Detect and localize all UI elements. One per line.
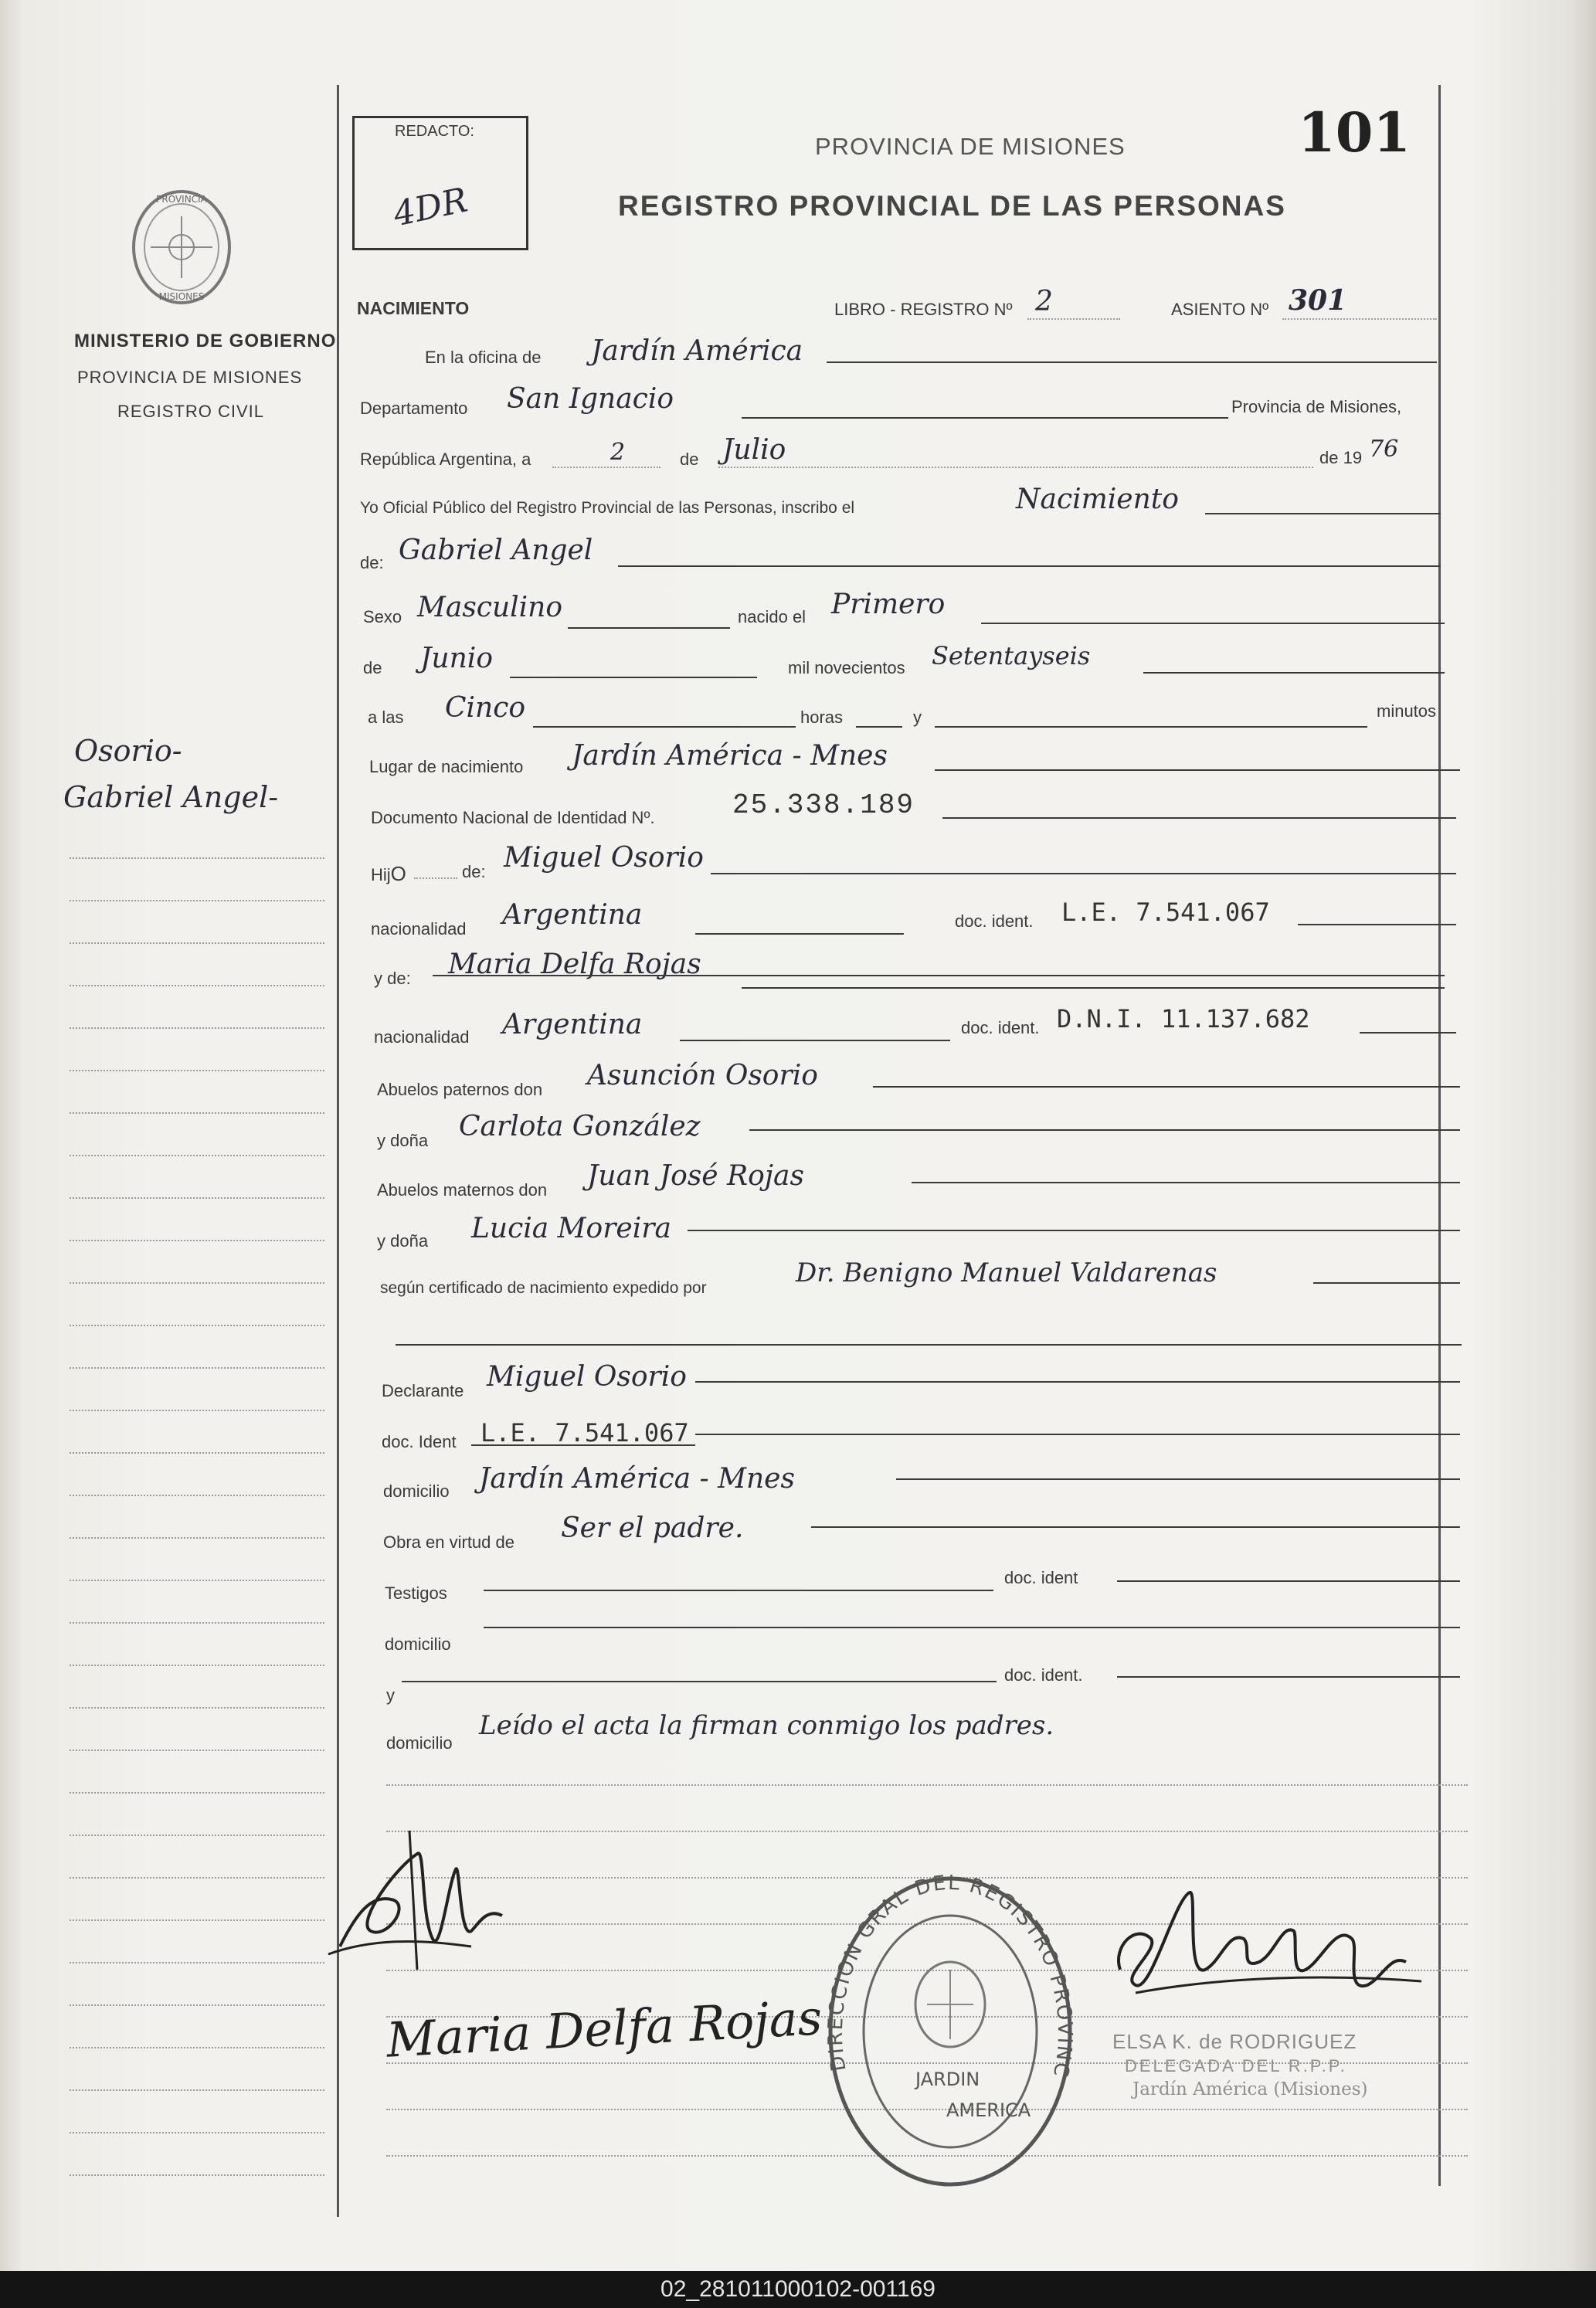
domicilio3-label: domicilio (386, 1733, 453, 1753)
certificado-value: Dr. Benigno Manuel Valdarenas (796, 1258, 1217, 1288)
ministry-seal (124, 185, 239, 313)
a-las-label: a las (368, 708, 404, 727)
nacido-label: nacido el (738, 607, 806, 626)
domicilio-label: domicilio (383, 1482, 450, 1501)
seal-text-top: PROVINCIA (156, 194, 207, 205)
dni-value: 25.338.189 (732, 789, 915, 821)
sidebar-office: REGISTRO CIVIL (117, 402, 265, 421)
official-name: ELSA K. de RODRIGUEZ (1112, 2030, 1357, 2053)
closing-value: Leído el acta la firman conmigo los padres. (479, 1710, 1054, 1741)
de-nombre-label: de: (360, 553, 384, 572)
margin-note-given-name: Gabriel Angel- (63, 780, 279, 814)
record-type: NACIMIENTO (357, 298, 470, 318)
header-province: PROVINCIA DE MISIONES (815, 133, 1126, 160)
obra-value: Ser el padre. (561, 1512, 744, 1544)
abuelo-pat-value: Asunción Osorio (587, 1060, 818, 1091)
departamento-value: San Ignacio (507, 383, 674, 415)
official-signature (1105, 1877, 1429, 2016)
madre-value: Maria Delfa Rojas (448, 949, 701, 980)
declarante-label: Declarante (382, 1381, 464, 1400)
hijo-label (371, 862, 406, 886)
page-number: 101 (1298, 100, 1411, 165)
seal-text-bottom: MISIONES (158, 291, 205, 302)
redacto-initials: 4DR (389, 180, 471, 235)
libro-value: 2 (1035, 286, 1053, 317)
padre-nac-value: Argentina (502, 899, 643, 931)
testigos-doc-label: doc. ident (1004, 1568, 1078, 1587)
y2-label: y (386, 1685, 395, 1705)
madre-nac-value: Argentina (502, 1009, 643, 1040)
mes-nac-value: Junio (420, 643, 493, 674)
y-label: y (913, 708, 922, 727)
republica-label: República Argentina, a (360, 450, 531, 469)
certificado-label: según certificado de nacimiento expedido por (380, 1279, 707, 1297)
abuela-mat-value: Lucia Moreira (471, 1213, 671, 1244)
abuelo-mat-value: Juan José Rojas (587, 1160, 804, 1192)
right-frame-line (1438, 85, 1441, 2186)
official-stamp (823, 1869, 1078, 2194)
ministry-name: MINISTERIO DE GOBIERNO (74, 331, 337, 351)
abuela-pat-label: y doña (377, 1131, 429, 1150)
declarante-value: Miguel Osorio (487, 1361, 687, 1393)
stamp-outer-text: DIRECCION GRAL DEL REGISTRO PROVINC (823, 1871, 1077, 2080)
stamp-inner-1: JARDIN (915, 2069, 980, 2090)
abuela-mat-label: y doña (377, 1231, 429, 1251)
anio-nac-value: Setentayseis (932, 641, 1091, 670)
padre-nac-label: nacionalidad (371, 919, 467, 938)
hijo-suffix: O (390, 862, 406, 885)
padre-value: Miguel Osorio (504, 842, 704, 874)
dni-label: Documento Nacional de Identidad Nº. (371, 808, 655, 827)
y-de-label: y de: (374, 969, 411, 988)
header-title: REGISTRO PROVINCIAL DE LAS PERSONAS (618, 190, 1286, 222)
redacto-label: REDACTO: (395, 123, 474, 140)
official-title: DELEGADA DEL R.P.P. (1125, 2056, 1347, 2076)
departamento-label: Departamento (360, 399, 468, 418)
official-place: Jardín América (Misiones) (1132, 2079, 1368, 2099)
testigos-label: Testigos (385, 1583, 447, 1603)
abuelos-mat-label: Abuelos maternos don (377, 1180, 548, 1200)
abuela-pat-value: Carlota González (459, 1111, 701, 1142)
provincia-suffix: Provincia de Misiones, (1231, 397, 1402, 416)
mil-label: mil novecientos (788, 658, 905, 677)
redacto-box (352, 116, 528, 250)
oficina-label: En la oficina de (425, 348, 542, 367)
father-signature (324, 1823, 525, 1977)
padre-doc-label: doc. ident. (955, 911, 1034, 931)
hijo-prefix: Hij (371, 865, 391, 884)
inscribo-value: Nacimiento (1016, 484, 1179, 515)
dia-value: 2 (610, 439, 626, 466)
mes-value: Julio (722, 434, 786, 466)
sidebar-province: PROVINCIA DE MISIONES (77, 368, 303, 387)
lugar-value: Jardín América - Mnes (572, 740, 888, 772)
lugar-label: Lugar de nacimiento (369, 757, 524, 776)
madre-doc-label: doc. ident. (961, 1018, 1040, 1037)
domicilio2-label: domicilio (385, 1634, 451, 1654)
yo-oficial-label: Yo Oficial Público del Registro Provincial de las Personas, inscribo el (360, 499, 855, 517)
declarante-doc-label: doc. Ident (382, 1432, 457, 1451)
sexo-label: Sexo (363, 607, 402, 626)
stamp-inner-2: AMERICA (946, 2099, 1031, 2121)
minutos-label: minutos (1377, 701, 1437, 721)
anio-label: de 19 (1319, 448, 1363, 467)
obra-label: Obra en virtud de (383, 1532, 514, 1552)
mother-signature: Maria Delfa Rojas (385, 1989, 823, 2069)
domicilio-value: Jardín América - Mnes (479, 1463, 795, 1495)
oficina-value: Jardín América (591, 335, 803, 367)
hijo-de-label: de: (462, 862, 486, 881)
horas-value: Cinco (445, 692, 526, 724)
declarante-doc-value: L.E. 7.541.067 (480, 1418, 689, 1448)
margin-note-surname: Osorio- (74, 734, 182, 768)
libro-label: LIBRO - REGISTRO Nº (834, 300, 1013, 319)
horas-label: horas (800, 708, 844, 727)
anio-value: 76 (1369, 436, 1399, 463)
asiento-label: ASIENTO Nº (1171, 300, 1269, 319)
de-label: de (680, 450, 699, 469)
nombre-value: Gabriel Angel (399, 535, 593, 566)
padre-doc-value: L.E. 7.541.067 (1061, 898, 1270, 927)
madre-doc-value: D.N.I. 11.137.682 (1057, 1004, 1310, 1034)
nacido-value: Primero (831, 589, 946, 620)
image-caption: 02_281011000102-001169 (0, 2271, 1596, 2308)
doc-ident2-label: doc. ident. (1004, 1665, 1083, 1685)
abuelos-pat-label: Abuelos paternos don (377, 1080, 543, 1099)
de-mes-label: de (363, 658, 382, 677)
madre-nac-label: nacionalidad (374, 1027, 470, 1047)
sexo-value: Masculino (417, 592, 563, 623)
asiento-value: 301 (1289, 284, 1347, 317)
